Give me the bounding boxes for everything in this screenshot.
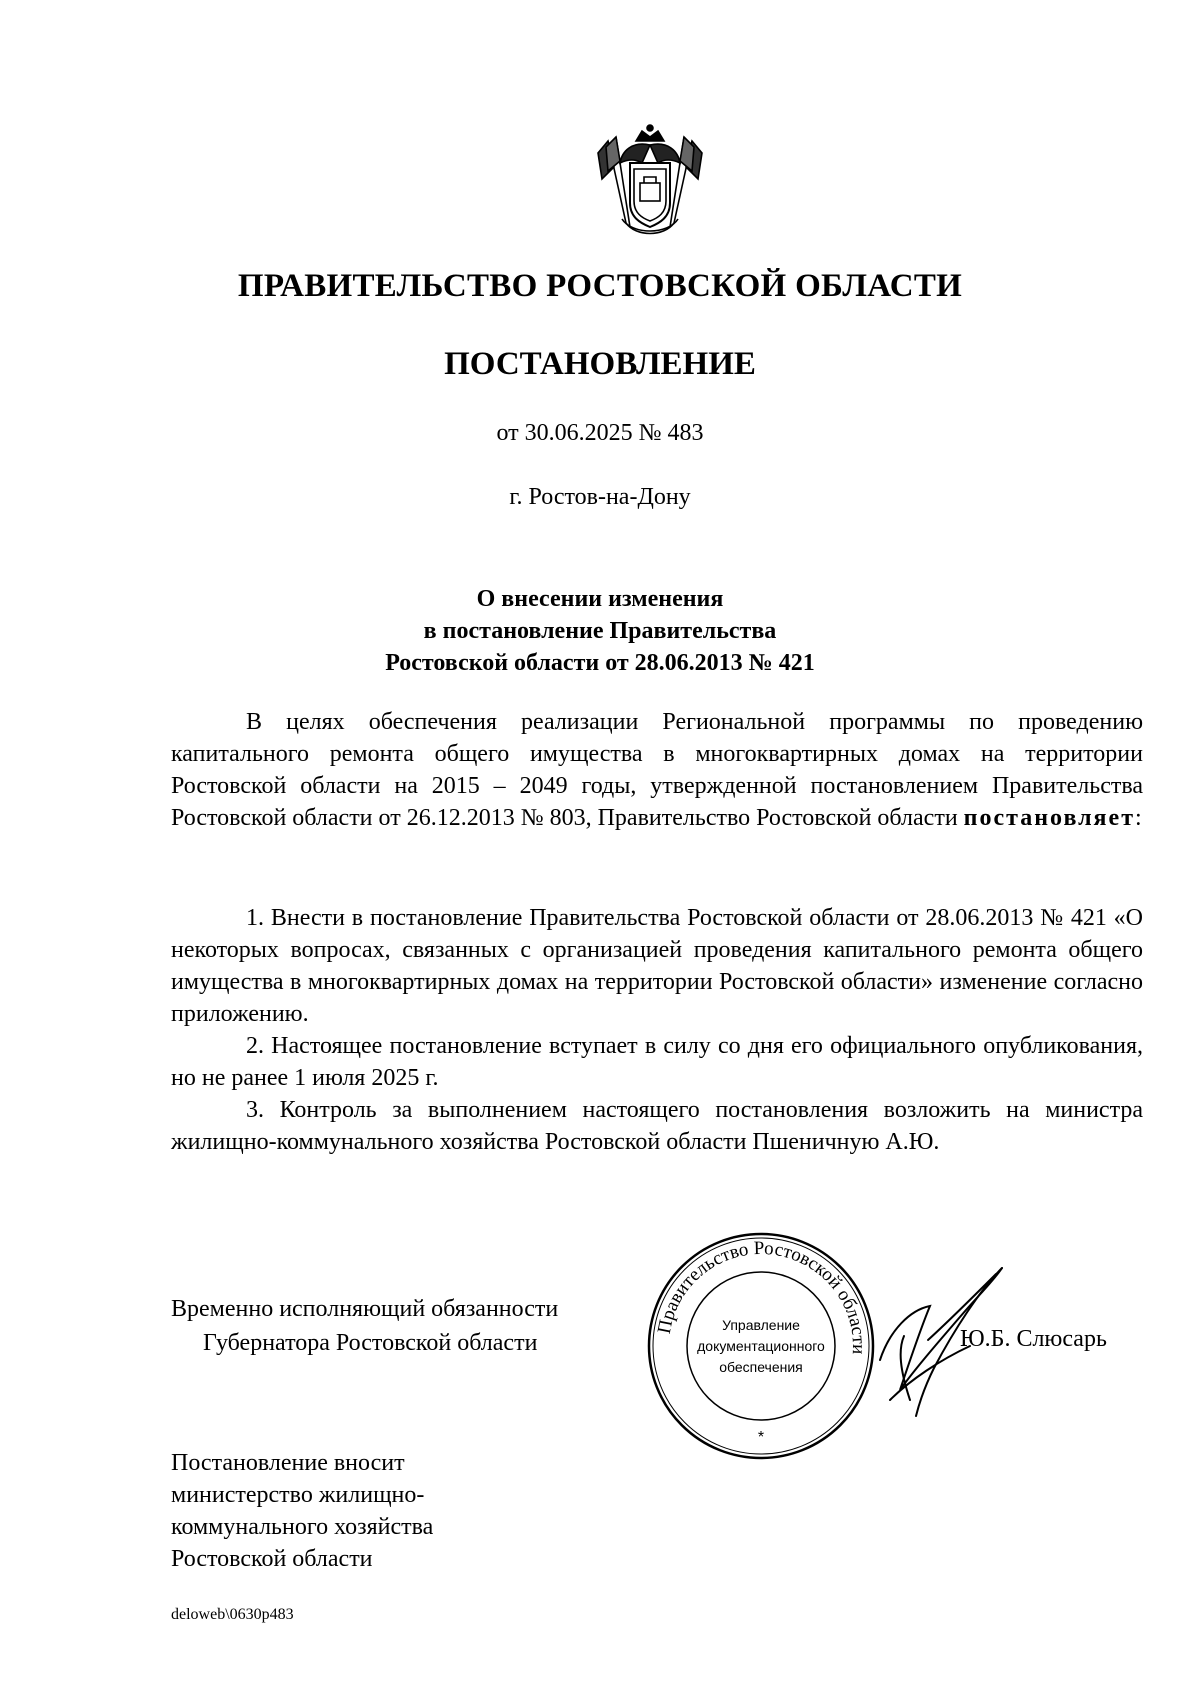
seal-center-line-1: Управление [722, 1317, 800, 1333]
organization-heading: ПРАВИТЕЛЬСТВО РОСТОВСКОЙ ОБЛАСТИ [237, 268, 963, 304]
signatory-name: Ю.Б. Слюсарь [960, 1326, 1107, 1352]
file-reference: deloweb\0630p483 [171, 1606, 294, 1623]
round-seal-stamp [645, 1230, 877, 1462]
decree-item-3: 3. Контроль за выполнением настоящего постановления возложить на министра жилищно-коммунального хозяйства Ростовской области Пшеничную А.Ю. [171, 1097, 1143, 1155]
document-title [0, 583, 1200, 679]
title-line-3: Ростовской области от 28.06.2013 № 421 [385, 650, 815, 676]
submitter-line-4: Ростовской области [171, 1546, 373, 1572]
city-line: г. Ростов-на-Дону [509, 484, 691, 510]
submitter-line-2: министерство жилищно- [171, 1482, 425, 1508]
decree-keyword: постановляет [963, 805, 1135, 831]
title-line-2: в постановление Правительства [423, 618, 777, 644]
submitter-line-1: Постановление вносит [171, 1450, 405, 1476]
intro-paragraph-block [171, 706, 1143, 834]
seal-center-line-2: документационного [697, 1338, 825, 1354]
date-number-line: от 30.06.2025 № 483 [496, 420, 704, 446]
submitter-block [171, 1447, 433, 1575]
submitter-line-3: коммунального хозяйства [171, 1514, 434, 1540]
coat-of-arms-icon [592, 123, 708, 241]
signatory-position-line-1: Временно исполняющий обязанности [171, 1296, 559, 1322]
title-line-1: О внесении изменения [476, 586, 724, 612]
intro-text: В целях обеспечения реализации Региональной программы по проведению капитального ремонта общего имущества в многоквартирных домах на территории Ростовской области на 2015 – 2049 годы, утвержденной постановлением Правительства Ростовской области от 26.12.2013 № 803, Правительство Ростовской области [171, 709, 1143, 831]
seal-ring-text: Правительство Ростовской области [653, 1237, 870, 1355]
decree-item-2: 2. Настоящее постановление вступает в силу со дня его официального опубликования, но не ранее 1 июля 2025 г. [171, 1033, 1143, 1091]
intro-end: : [1134, 805, 1142, 831]
signatory-position [171, 1292, 558, 1360]
seal-center-line-3: обеспечения [719, 1359, 803, 1375]
seal-star: * [757, 1429, 765, 1446]
decree-items [171, 902, 1143, 1158]
decree-item-1: 1. Внести в постановление Правительства Ростовской области от 28.06.2013 № 421 «О некоторых вопросах, связанных с организацией проведения капитального ремонта общего имущества в многоквартирных домах на территории Ростовской области» изменение согласно приложению. [171, 905, 1143, 1027]
document-type-heading: ПОСТАНОВЛЕНИЕ [444, 346, 756, 382]
signatory-position-line-2: Губернатора Ростовской области [203, 1330, 538, 1356]
intro-paragraph [171, 706, 1143, 834]
